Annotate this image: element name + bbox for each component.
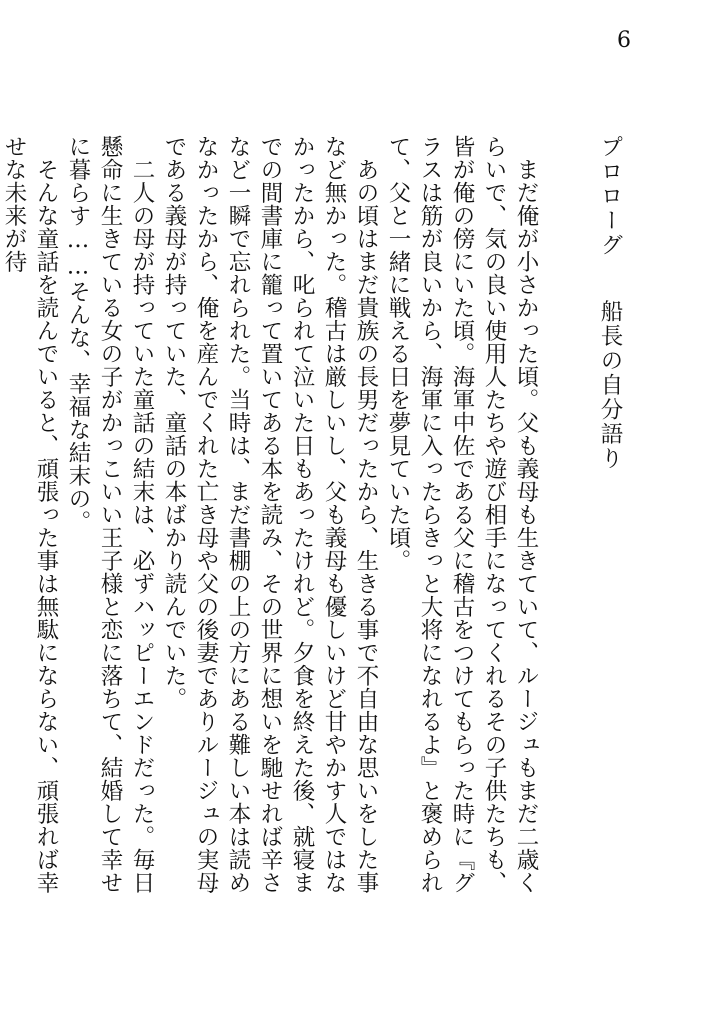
vertical-text-body	[0, 135, 626, 905]
chapter-heading	[594, 135, 626, 905]
paragraph: 二人の母が持っていた童話の結末は、必ずハッピーエンドだった。毎日懸命に生きている女の子がかっこいい王子様と恋に落ちて、結婚して幸せに暮らす……そんな、幸福な結末の。	[65, 135, 155, 894]
chapter-title: 船長の自分語り	[597, 299, 623, 471]
paragraph: そんな童話を読んでいると、頑張った事は無駄にならない、頑張れば幸せな未来が待	[1, 135, 59, 894]
page-number: 6	[617, 28, 631, 53]
paragraph: あの頃はまだ貴族の長男だったから、生きる事で不自由な思いをした事など無かった。稽古は厳しいし、父も義母も優しいけど甘やかす人ではなかったから、叱られて泣いた日もあったけれど。夕食を終えた後、就寝までの間書庫に籠って置いてある本を読み、その世界に想いを馳せれば辛さなど一瞬で忘れられた。当時は、まだ書棚の上の方にある難しい本は読めなかったから、俺を産んでくれた亡き母や父の後妻でありルージュの実母である義母が持っていた、童話の本ばかり読んでいた。	[161, 135, 379, 894]
chapter-label: プロローグ	[597, 135, 623, 258]
paragraph: まだ俺が小さかった頃。父も義母も生きていて、ルージュもまだ二歳くらいで、気の良い使用人たちや遊び相手になってくれるその子供たちも、皆が俺の傍にいた頃。海軍中佐である父に稽古をつけてもらった時に『グラスは筋が良いから、海軍に入ったらきっと大将になれるよ』と褒められて、父と一緒に戦える日を夢見ていた頃。	[385, 135, 539, 894]
